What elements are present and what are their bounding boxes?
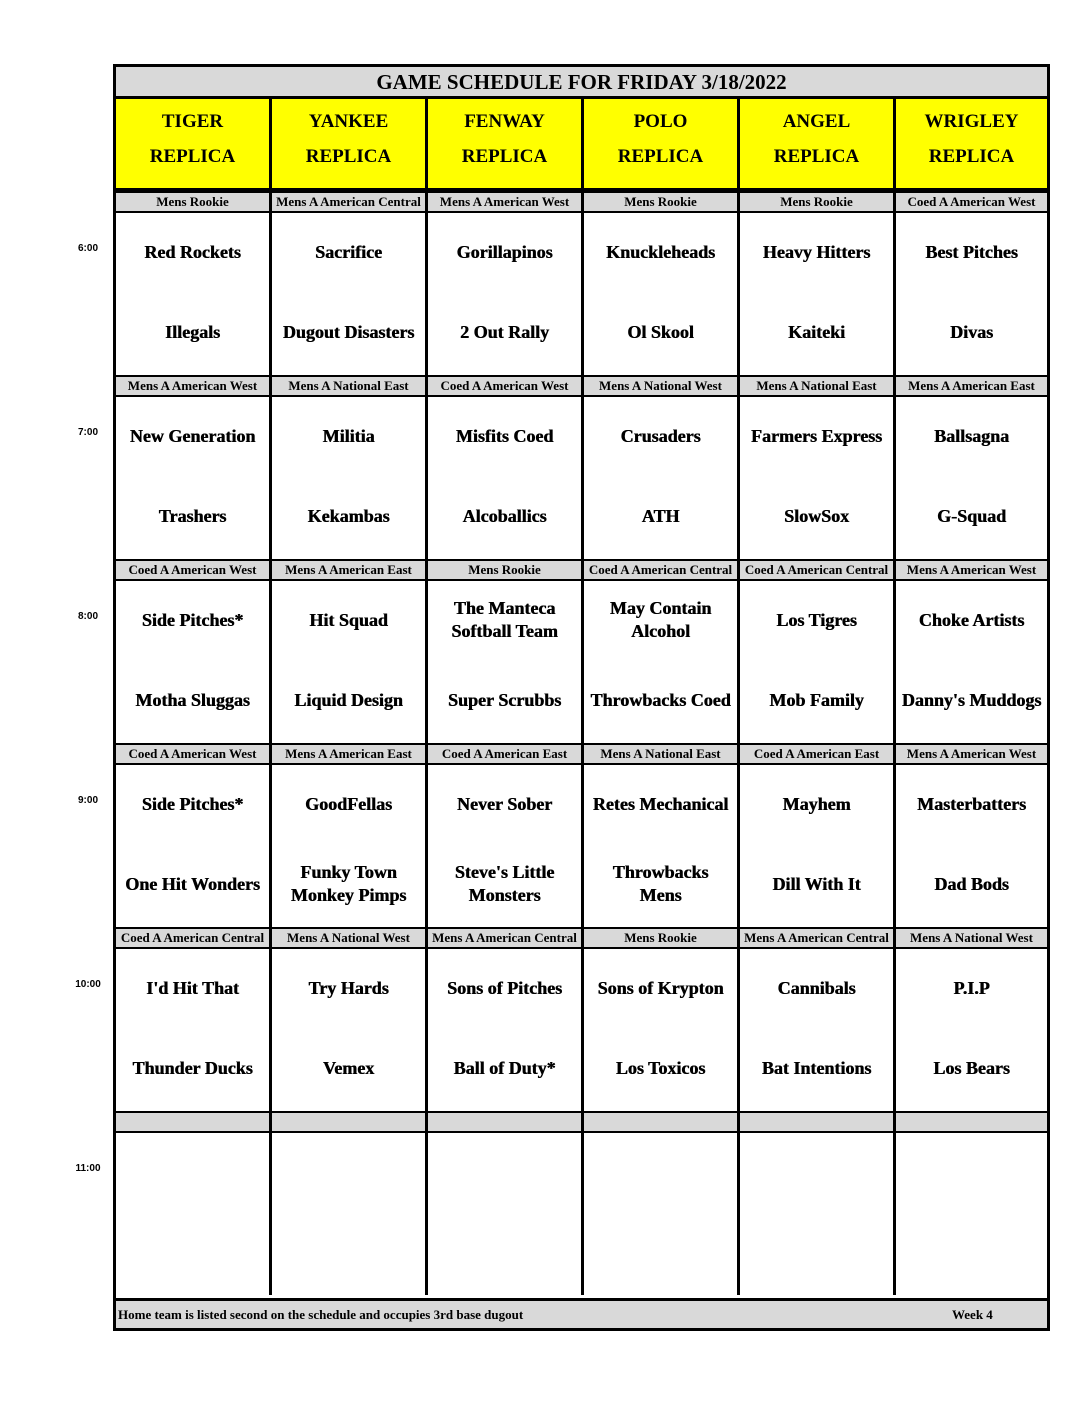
game-cell: [116, 1133, 272, 1295]
division-label: Mens Rookie: [740, 191, 896, 213]
away-team: Choke Artists: [918, 610, 1025, 630]
game-cell: [584, 949, 740, 1111]
field-subtitle: REPLICA: [928, 146, 1015, 167]
division-label: Mens A American Central: [740, 927, 896, 949]
away-team: Farmers Express: [750, 426, 883, 446]
game-cell: [272, 213, 428, 375]
division-label: Coed A American Central: [116, 927, 272, 949]
division-label: Coed A American Central: [740, 559, 896, 581]
field-subtitle: REPLICA: [149, 146, 236, 167]
field-header: [896, 99, 1047, 191]
division-label: Mens A American West: [896, 559, 1047, 581]
home-team: Mob Family: [769, 690, 864, 710]
time-label: 7:00: [77, 427, 98, 438]
home-team: Los Toxicos: [615, 1058, 706, 1078]
away-team: Knuckleheads: [605, 242, 716, 262]
away-team: The Manteca Softball Team: [451, 598, 558, 641]
division-label: Mens A American West: [116, 375, 272, 397]
field-name: POLO: [633, 111, 688, 132]
away-team: Gorillapinos: [456, 242, 553, 262]
division-label: Coed A American East: [740, 743, 896, 765]
home-team: Dill With It: [772, 874, 861, 894]
field-header: [116, 99, 272, 191]
division-label: Mens A American East: [896, 375, 1047, 397]
field-subtitle: REPLICA: [461, 146, 548, 167]
game-cell: [272, 949, 428, 1111]
away-team: Crusaders: [620, 426, 701, 446]
game-cell: [740, 213, 896, 375]
away-team: I'd Hit That: [146, 978, 239, 998]
away-team: Misfits Coed: [455, 426, 554, 446]
field-header: [272, 99, 428, 191]
division-label: Mens A National East: [584, 743, 740, 765]
game-cell: [428, 1133, 584, 1295]
footer-bar: [116, 1298, 1047, 1328]
division-label: [740, 1111, 896, 1133]
division-label: Mens Rookie: [584, 927, 740, 949]
game-cell: [896, 1133, 1047, 1295]
division-label: [272, 1111, 428, 1133]
division-label: Coed A American Central: [584, 559, 740, 581]
away-team: Never Sober: [456, 794, 553, 814]
home-team: One Hit Wonders: [125, 874, 260, 894]
division-label: Mens Rookie: [584, 191, 740, 213]
home-team: ATH: [641, 506, 680, 526]
away-team: Ballsagna: [933, 426, 1010, 446]
away-team: Mayhem: [782, 794, 851, 814]
away-team: Sons of Pitches: [446, 978, 562, 998]
home-team: Illegals: [164, 322, 220, 342]
game-cell: [740, 1133, 896, 1295]
game-cell: [272, 581, 428, 743]
game-cell: [116, 213, 272, 375]
game-cell: [740, 765, 896, 927]
home-team: Motha Sluggas: [135, 690, 250, 710]
field-subtitle: REPLICA: [773, 146, 860, 167]
game-cell: [116, 581, 272, 743]
division-label: Mens A National East: [272, 375, 428, 397]
home-team: Kaiteki: [788, 322, 845, 342]
home-team: Throwbacks Mens: [612, 862, 709, 905]
game-cell: [896, 397, 1047, 559]
game-cell: [584, 213, 740, 375]
game-cell: [740, 397, 896, 559]
away-team: Red Rockets: [144, 242, 241, 262]
field-name: WRIGLEY: [924, 111, 1019, 132]
game-cell: [272, 1133, 428, 1295]
home-team: Ball of Duty*: [453, 1058, 556, 1078]
division-label: [584, 1111, 740, 1133]
away-team: Cannibals: [777, 978, 856, 998]
division-label: [896, 1111, 1047, 1133]
time-label: 8:00: [77, 611, 98, 622]
schedule-sheet: [113, 64, 1050, 1331]
division-label: [116, 1111, 272, 1133]
division-label: Coed A American West: [428, 375, 584, 397]
game-cell: [428, 765, 584, 927]
week-label: Week 4: [952, 1307, 993, 1322]
game-cell: [896, 949, 1047, 1111]
division-label: Mens A National West: [584, 375, 740, 397]
game-cell: [116, 397, 272, 559]
home-team: Vemex: [322, 1058, 375, 1078]
footer-note: Home team is listed second on the schedule and occupies 3rd base dugout: [118, 1307, 524, 1322]
home-team: Funky Town Monkey Pimps: [290, 862, 407, 905]
game-cell: [584, 1133, 740, 1295]
away-team: Militia: [322, 426, 375, 446]
field-name: FENWAY: [464, 111, 545, 132]
game-cell: [272, 765, 428, 927]
home-team: Alcoballics: [462, 506, 547, 526]
time-label: 11:00: [75, 1163, 101, 1174]
away-team: P.I.P: [953, 978, 990, 998]
home-team: Kekambas: [307, 506, 390, 526]
away-team: Try Hards: [308, 978, 389, 998]
home-team: Dugout Disasters: [282, 322, 415, 342]
game-cell: [740, 949, 896, 1111]
division-label: [428, 1111, 584, 1133]
division-label: Mens A National East: [740, 375, 896, 397]
division-label: Mens A American Central: [428, 927, 584, 949]
home-team: 2 Out Rally: [459, 322, 549, 342]
game-cell: [428, 949, 584, 1111]
division-label: Mens A American West: [896, 743, 1047, 765]
away-team: Side Pitches*: [141, 610, 244, 630]
away-team: GoodFellas: [304, 794, 392, 814]
division-label: Coed A American West: [116, 559, 272, 581]
game-cell: [584, 397, 740, 559]
away-team: May Contain Alcohol: [609, 598, 712, 641]
away-team: Sacrifice: [315, 242, 382, 262]
home-team: Thunder Ducks: [132, 1058, 253, 1078]
field-name: TIGER: [161, 111, 224, 132]
home-team: Liquid Design: [294, 690, 403, 710]
field-name: ANGEL: [782, 111, 851, 132]
game-cell: [428, 581, 584, 743]
home-team: Ol Skool: [627, 322, 694, 342]
game-cell: [896, 581, 1047, 743]
game-cell: [584, 581, 740, 743]
away-team: Masterbatters: [917, 794, 1026, 814]
field-header: [740, 99, 896, 191]
home-team: Los Bears: [933, 1058, 1010, 1078]
home-team: Danny's Muddogs: [901, 690, 1042, 710]
home-team: Trashers: [158, 506, 227, 526]
field-name: YANKEE: [308, 111, 389, 132]
away-team: Hit Squad: [309, 610, 388, 630]
time-label: 10:00: [75, 979, 101, 990]
away-team: Los Tigres: [776, 610, 857, 630]
home-team: Steve's Little Monsters: [454, 862, 555, 905]
away-team: Sons of Krypton: [597, 978, 724, 998]
game-cell: [116, 949, 272, 1111]
home-team: Throwbacks Coed: [590, 690, 731, 710]
away-team: Best Pitches: [925, 242, 1018, 262]
game-cell: [896, 765, 1047, 927]
home-team: SlowSox: [783, 506, 850, 526]
division-label: Mens Rookie: [116, 191, 272, 213]
game-cell: [428, 213, 584, 375]
division-label: Coed A American East: [428, 743, 584, 765]
time-label: 9:00: [77, 795, 98, 806]
division-label: Mens A National West: [896, 927, 1047, 949]
division-label: Coed A American West: [116, 743, 272, 765]
game-cell: [428, 397, 584, 559]
game-cell: [740, 581, 896, 743]
time-label: 6:00: [77, 243, 98, 254]
away-team: Heavy Hitters: [762, 242, 871, 262]
field-subtitle: REPLICA: [305, 146, 392, 167]
field-header: [584, 99, 740, 191]
game-cell: [896, 213, 1047, 375]
home-team: Dad Bods: [934, 874, 1009, 894]
home-team: Super Scrubbs: [447, 690, 562, 710]
home-team: Bat Intentions: [761, 1058, 872, 1078]
division-label: Coed A American West: [896, 191, 1047, 213]
division-label: Mens Rookie: [428, 559, 584, 581]
away-team: New Generation: [129, 426, 256, 446]
page-title: GAME SCHEDULE FOR FRIDAY 3/18/2022: [116, 67, 1047, 99]
home-team: Divas: [949, 322, 993, 342]
field-subtitle: REPLICA: [617, 146, 704, 167]
division-label: Mens A American East: [272, 559, 428, 581]
field-header: [428, 99, 584, 191]
away-team: Side Pitches*: [141, 794, 244, 814]
division-label: Mens A American East: [272, 743, 428, 765]
division-label: Mens A American West: [428, 191, 584, 213]
home-team: G-Squad: [936, 506, 1007, 526]
game-cell: [272, 397, 428, 559]
division-label: Mens A American Central: [272, 191, 428, 213]
game-cell: [116, 765, 272, 927]
game-cell: [584, 765, 740, 927]
away-team: Retes Mechanical: [592, 794, 729, 814]
division-label: Mens A National West: [272, 927, 428, 949]
